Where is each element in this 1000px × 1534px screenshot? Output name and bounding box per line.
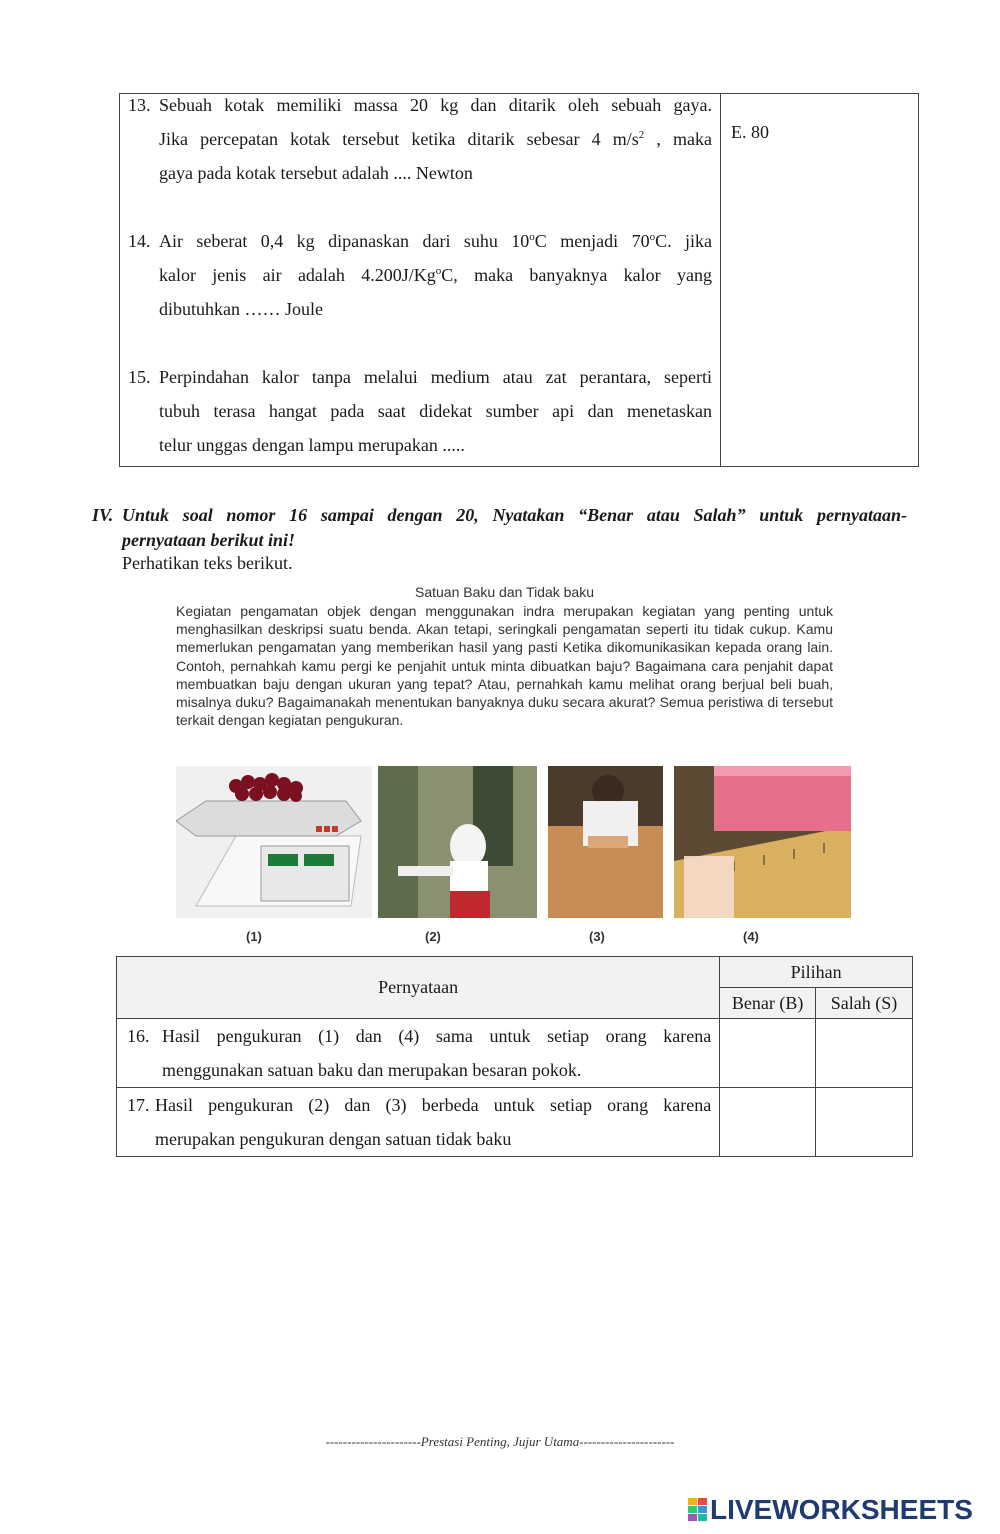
question-line: dibutuhkan …… Joule (159, 299, 323, 319)
question-line: tubuh terasa hangat pada saat didekat sumber api dan menetaskan (159, 401, 712, 421)
degree-sup: o (435, 265, 442, 277)
statement-number: 17. (127, 1095, 150, 1115)
question-number: 15. (128, 367, 151, 387)
answer-cell-benar[interactable] (720, 1019, 816, 1088)
header-salah: Salah (S) (816, 988, 913, 1019)
degree-sup: o (649, 231, 656, 243)
intro-text: Perhatikan teks berikut. (122, 553, 293, 573)
photo-caption: (1) (246, 929, 262, 944)
photo-boy-measuring-table (548, 766, 663, 918)
statement-line: menggunakan satuan baku dan merupakan besaran pokok. (162, 1060, 582, 1080)
photo-ruler-eraser (674, 766, 851, 918)
question-line: C, maka banyaknya kalor yang (441, 265, 712, 285)
logo-icon (688, 1498, 708, 1522)
photo-caption: (2) (425, 929, 441, 944)
question-line: Sebuah kotak memiliki massa 20 kg dan ditarik oleh sebuah gaya. (159, 95, 712, 115)
header-benar: Benar (B) (720, 988, 816, 1019)
liveworksheets-logo (688, 1494, 988, 1526)
statement-line: merupakan pengukuran dengan satuan tidak baku (155, 1129, 512, 1149)
question-line: gaya pada kotak tersebut adalah .... Newton (159, 163, 473, 183)
header-pernyataan: Pernyataan (117, 957, 720, 1019)
answer-13: E. 80 (731, 122, 769, 142)
question-line: C. jika (655, 231, 712, 251)
answer-cell-salah[interactable] (816, 1088, 913, 1157)
header-pilihan: Pilihan (720, 957, 913, 988)
footer-motto: ----------------------Prestasi Penting, Jujur Utama---------------------- (325, 1434, 675, 1449)
section-instruction-line: pernyataan berikut ini! (122, 530, 296, 550)
question-15 (128, 360, 712, 462)
question-14 (128, 224, 712, 326)
question-line: C menjadi 70 (534, 231, 650, 251)
statement-17 (117, 1088, 720, 1157)
question-number: 13. (128, 95, 151, 115)
logo-text: LIVEWORKSHEETS (710, 1494, 973, 1525)
passage-body: Kegiatan pengamatan objek dengan menggunakan indra merupakan kegiatan yang penting untuk menghasilkan deskripsi suatu benda. Akan tetapi, seringkali pengamatan seperti itu tidak cukup. Kamu memerlukan pengamatan yang memberikan hasil yang pasti Ketika dikomunikasikan kepada orang lain. Contoh, pernahkah kamu pergi ke penjahit untuk minta dibuatkan baju? Bagaimana cara penjahit dapat membuatkan baju dengan ukuran yang tepat? Atau, pernahkah kamu melihat orang berjual beli buah, misalnya duku? Bagaimanakah menentukan banyaknya duku secara akurat? Semua peristiwa di tersebut terkait dengan kegiatan pengukuran. (176, 603, 833, 729)
photo-caption: (3) (589, 929, 605, 944)
superscript: 2 (638, 129, 645, 141)
section-instruction-line: Untuk soal nomor 16 sampai dengan 20, Nyatakan “Benar atau Salah” untuk pernyataan- (122, 505, 907, 525)
photo-girl-measuring-wall (378, 766, 537, 918)
table-row (117, 1088, 913, 1157)
question-line: , maka (644, 129, 712, 149)
statement-table (116, 956, 913, 1157)
degree-sup: o (529, 231, 535, 243)
answer-cell-benar[interactable] (720, 1088, 816, 1157)
table-divider (720, 93, 721, 467)
table-row (117, 1019, 913, 1088)
question-line: kalor jenis air adalah 4.200J/Kg (159, 265, 436, 285)
question-line: Air seberat 0,4 kg dipanaskan dari suhu 10 (159, 231, 530, 251)
question-line: telur unggas dengan lampu merupakan ..... (159, 435, 465, 455)
photo-scale-grapes (176, 766, 372, 918)
statement-16 (117, 1019, 720, 1088)
passage-title: Satuan Baku dan Tidak baku (414, 584, 595, 600)
question-line: Perpindahan kalor tanpa melalui medium atau zat perantara, seperti (159, 367, 712, 387)
question-number: 14. (128, 231, 151, 251)
statement-number: 16. (127, 1026, 150, 1046)
section-heading (92, 503, 907, 553)
question-line: Jika percepatan kotak tersebut ketika ditarik sebesar 4 m/s (159, 129, 639, 149)
section-number: IV. (92, 505, 114, 525)
statement-line: Hasil pengukuran (1) dan (4) sama untuk setiap orang karena (162, 1026, 712, 1046)
photo-caption: (4) (743, 929, 759, 944)
answer-cell-salah[interactable] (816, 1019, 913, 1088)
statement-line: Hasil pengukuran (2) dan (3) berbeda untuk setiap orang karena (155, 1095, 712, 1115)
question-13 (128, 88, 712, 190)
